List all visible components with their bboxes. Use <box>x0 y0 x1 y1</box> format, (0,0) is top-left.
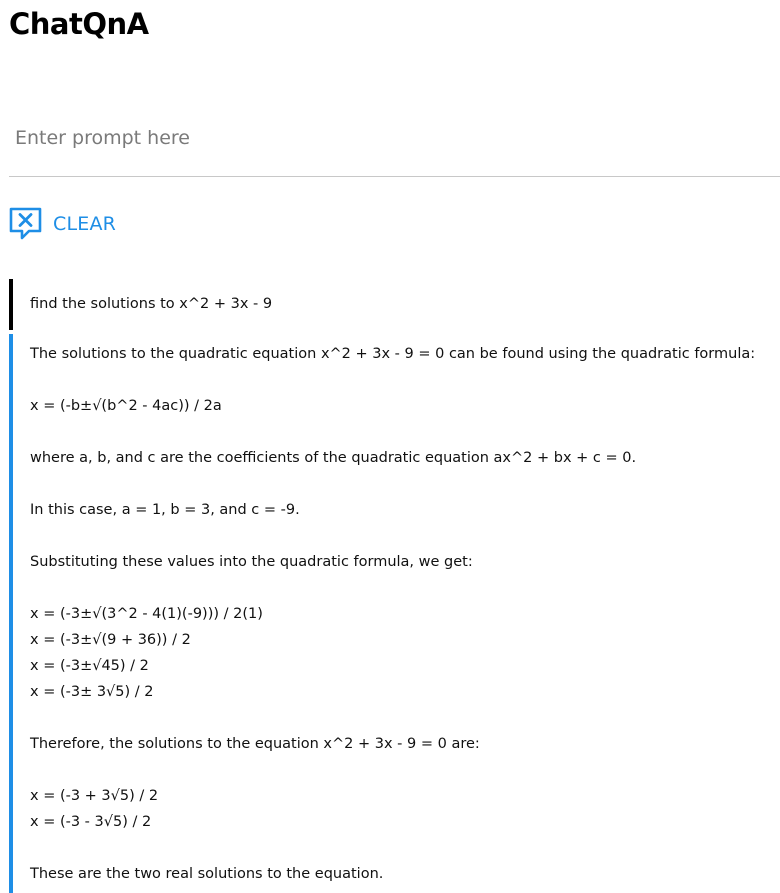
assistant-line: x = (-3±√(9 + 36)) / 2 <box>30 632 191 648</box>
user-message-bar <box>9 279 13 330</box>
assistant-line: Therefore, the solutions to the equation x^2 + 3x - 9 = 0 are: <box>30 736 480 752</box>
blank-line <box>30 367 775 393</box>
assistant-line: where a, b, and c are the coefficients of the quadratic equation ax^2 + bx + c = 0. <box>30 450 637 466</box>
clear-chat-icon <box>9 207 42 241</box>
clear-label: CLEAR <box>53 213 117 235</box>
assistant-line: x = (-3± 3√5) / 2 <box>30 684 154 700</box>
user-message <box>9 279 780 330</box>
blank-line <box>30 523 775 549</box>
assistant-line: The solutions to the quadratic equation x^2 + 3x - 9 = 0 can be found using the quadratic formula: <box>30 346 756 362</box>
clear-button[interactable] <box>9 206 116 242</box>
assistant-message-bar <box>9 334 13 893</box>
blank-line <box>30 471 775 497</box>
blank-line <box>30 575 775 601</box>
prompt-input[interactable] <box>15 121 755 155</box>
blank-line <box>30 419 775 445</box>
user-message-text: find the solutions to x^2 + 3x - 9 <box>30 296 273 312</box>
assistant-line: x = (-3±√(3^2 - 4(1)(-9))) / 2(1) <box>30 606 263 622</box>
prompt-field[interactable] <box>9 110 780 177</box>
assistant-message <box>9 334 780 893</box>
assistant-line: These are the two real solutions to the equation. <box>30 866 384 882</box>
assistant-line: x = (-b±√(b^2 - 4ac)) / 2a <box>30 398 222 414</box>
app-title: ChatQnA <box>9 7 149 41</box>
assistant-line: Substituting these values into the quadratic formula, we get: <box>30 554 473 570</box>
assistant-line: x = (-3±√45) / 2 <box>30 658 149 674</box>
assistant-line: In this case, a = 1, b = 3, and c = -9. <box>30 502 300 518</box>
assistant-message-body <box>30 341 775 887</box>
blank-line <box>30 757 775 783</box>
assistant-line: x = (-3 + 3√5) / 2 <box>30 788 159 804</box>
assistant-line: x = (-3 - 3√5) / 2 <box>30 814 152 830</box>
blank-line <box>30 705 775 731</box>
blank-line <box>30 835 775 861</box>
